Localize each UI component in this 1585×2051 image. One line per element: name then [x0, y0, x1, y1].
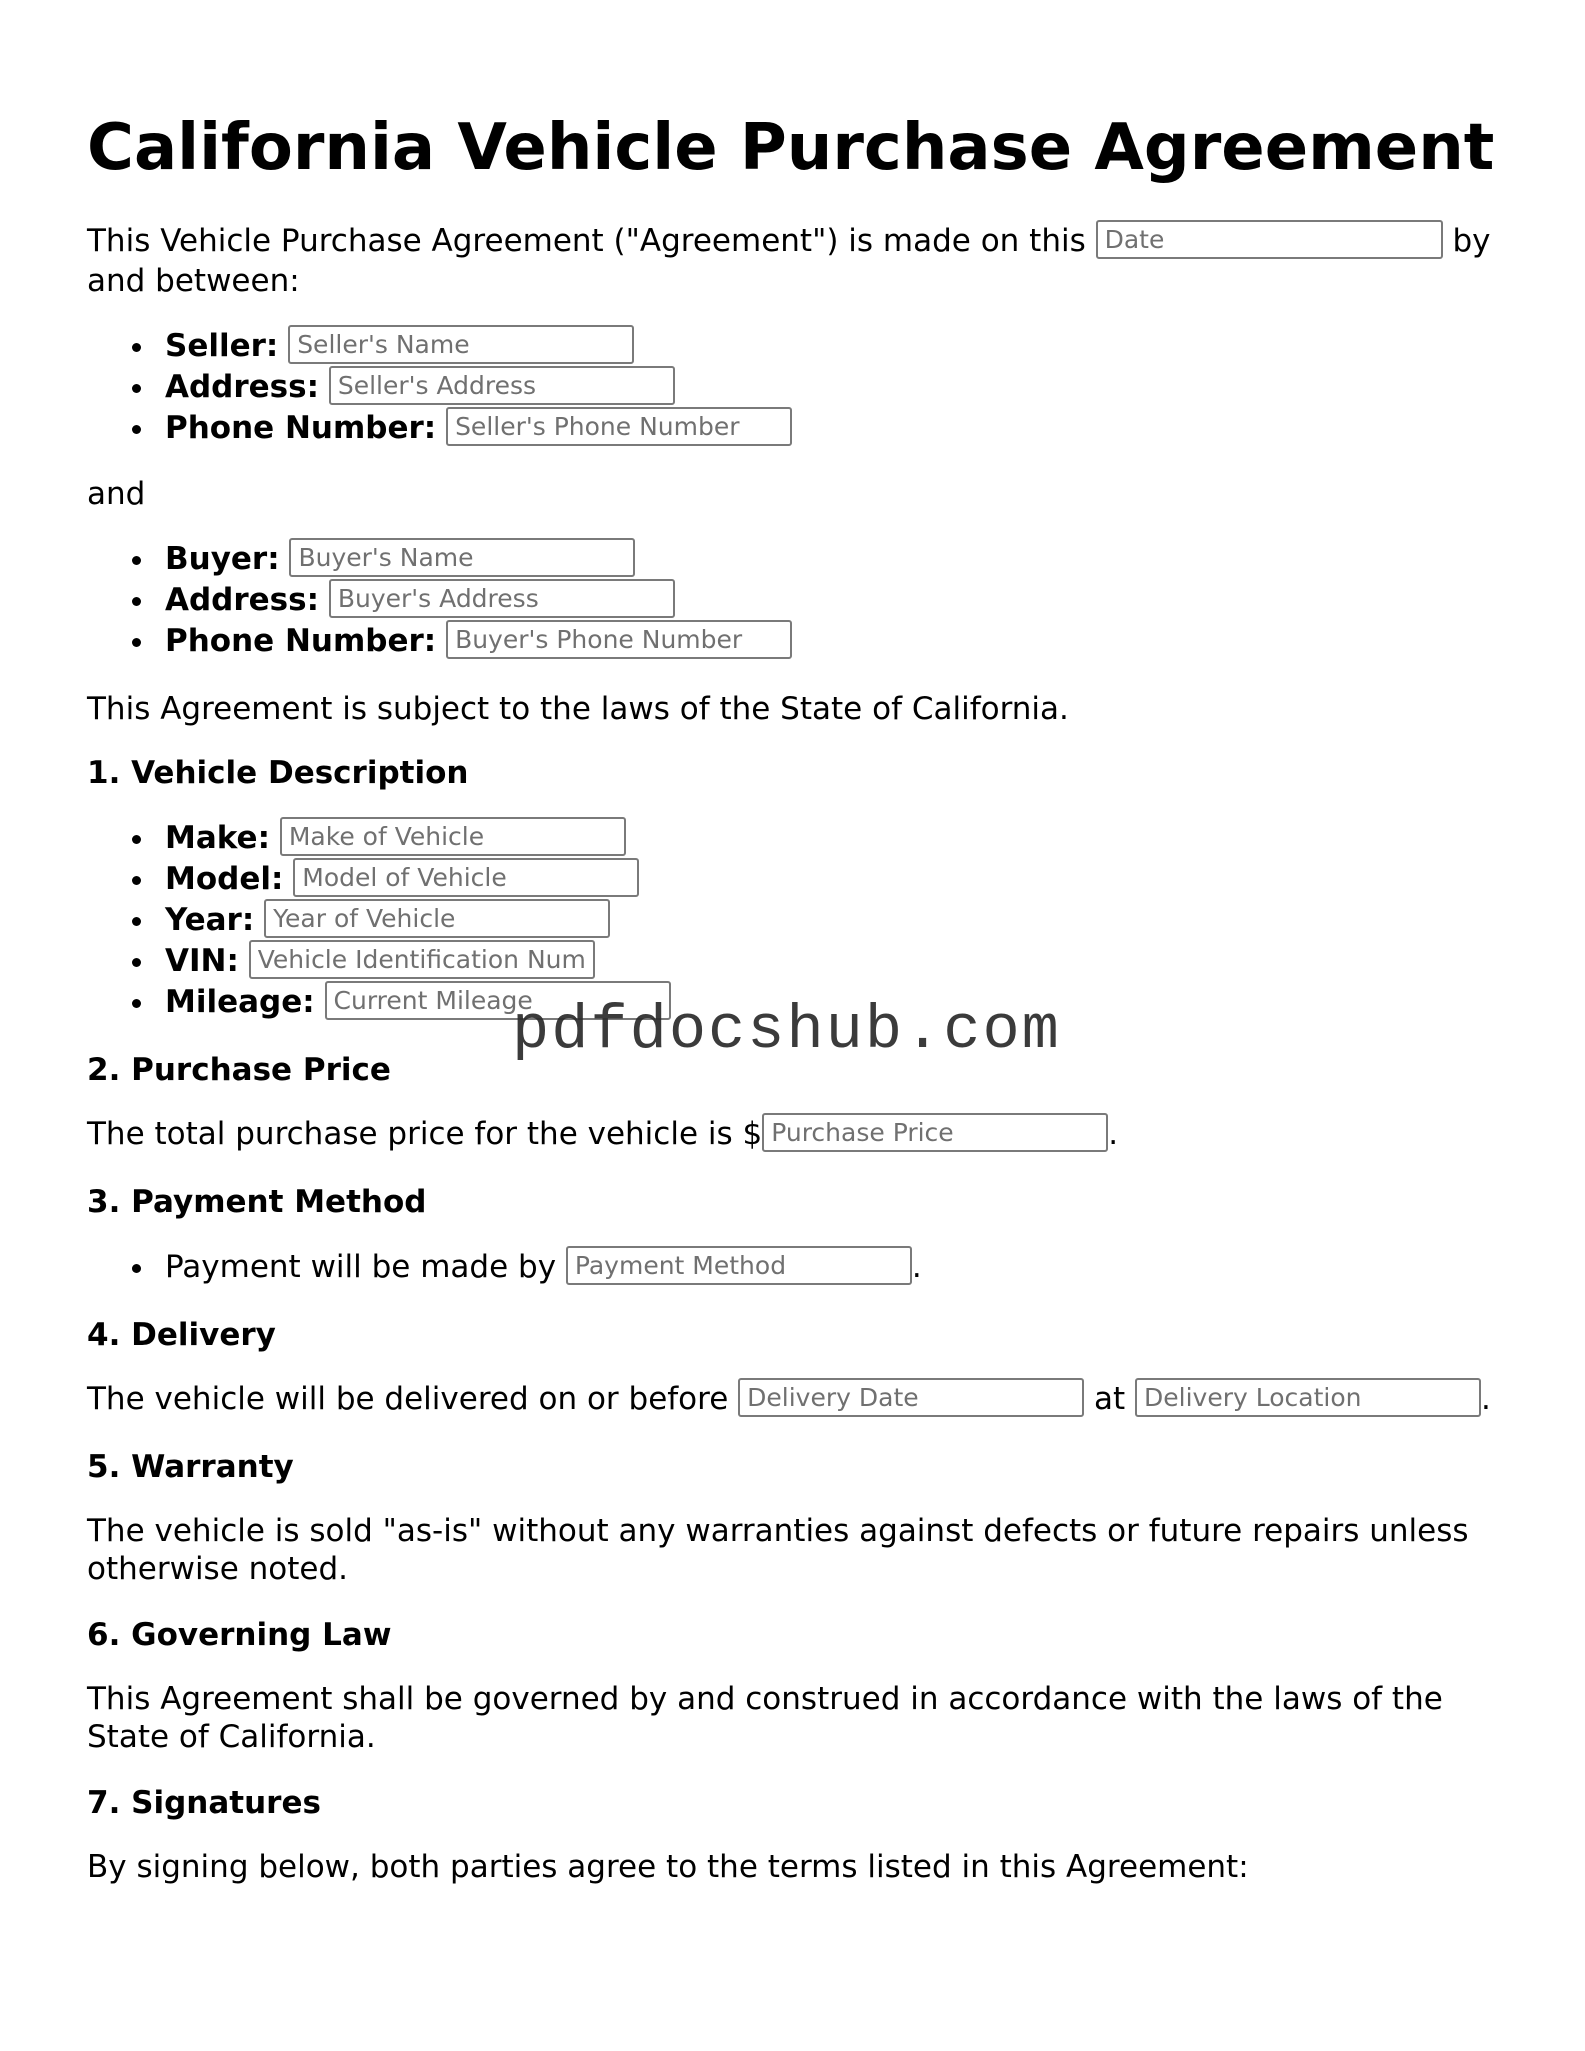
seller-phone-item: Phone Number: Seller's Phone Number — [165, 408, 1507, 449]
section-7-heading: 7. Signatures — [87, 1785, 321, 1821]
seller-address-item: Address: Seller's Address — [165, 367, 1507, 408]
agreement-date-field[interactable]: Date — [1096, 220, 1443, 259]
vehicle-mileage-item: Mileage: Current Mileage — [165, 982, 1507, 1023]
warranty-text: The vehicle is sold "as-is" without any warranties against defects or future repairs unless otherwise noted. — [87, 1513, 1469, 1587]
purchase-price-paragraph: The total purchase price for the vehicle is $ Purchase Price . — [87, 1115, 1507, 1155]
vehicle-year-item: Year: Year of Vehicle — [165, 900, 1507, 941]
section-4-heading: 4. Delivery — [87, 1317, 276, 1353]
payment-method-field[interactable]: Payment Method — [566, 1246, 912, 1285]
section-6-heading: 6. Governing Law — [87, 1617, 392, 1653]
vehicle-mileage-field[interactable]: Current Mileage — [325, 981, 671, 1020]
subject-to-law-text: This Agreement is subject to the laws of the State of California. — [87, 691, 1069, 727]
payment-method-item: Payment will be made by Payment Method . — [165, 1247, 1507, 1288]
seller-phone-field[interactable]: Seller's Phone Number — [446, 407, 792, 446]
buyer-address-field[interactable]: Buyer's Address — [329, 579, 675, 618]
intro-text-after: by and between: — [87, 223, 1491, 299]
seller-address-field[interactable]: Seller's Address — [329, 366, 675, 405]
buyer-name-field[interactable]: Buyer's Name — [289, 538, 635, 577]
section-5-heading: 5. Warranty — [87, 1449, 294, 1485]
seller-name-item: Seller: Seller's Name — [165, 326, 1507, 367]
seller-name-field[interactable]: Seller's Name — [288, 325, 634, 364]
buyer-name-item: Buyer: Buyer's Name — [165, 539, 1507, 580]
buyer-address-item: Address: Buyer's Address — [165, 580, 1507, 621]
buyer-phone-field[interactable]: Buyer's Phone Number — [446, 620, 792, 659]
vehicle-make-field[interactable]: Make of Vehicle — [280, 817, 626, 856]
vehicle-vin-field[interactable]: Vehicle Identification Num — [249, 940, 595, 979]
vehicle-year-field[interactable]: Year of Vehicle — [264, 899, 610, 938]
delivery-date-field[interactable]: Delivery Date — [738, 1378, 1084, 1417]
buyer-info-list — [87, 539, 1507, 662]
section-3-heading: 3. Payment Method — [87, 1184, 427, 1220]
buyer-phone-item: Phone Number: Buyer's Phone Number — [165, 621, 1507, 662]
document-title: California Vehicle Purchase Agreement — [87, 111, 1495, 185]
section-2-heading: 2. Purchase Price — [87, 1052, 391, 1088]
payment-method-list — [87, 1247, 1507, 1288]
vehicle-description-list — [87, 818, 1507, 1023]
intro-paragraph — [87, 222, 1507, 300]
delivery-paragraph: The vehicle will be delivered on or before Delivery Date at Delivery Location . — [87, 1380, 1507, 1420]
vehicle-make-item: Make: Make of Vehicle — [165, 818, 1507, 859]
vehicle-vin-item: VIN: Vehicle Identification Num — [165, 941, 1507, 982]
signatures-text: By signing below, both parties agree to the terms listed in this Agreement: — [87, 1849, 1249, 1885]
seller-info-list — [87, 326, 1507, 449]
and-text: and — [87, 476, 146, 512]
vehicle-model-field[interactable]: Model of Vehicle — [293, 858, 639, 897]
vehicle-model-item: Model: Model of Vehicle — [165, 859, 1507, 900]
section-1-heading: 1. Vehicle Description — [87, 755, 469, 791]
governing-law-text: This Agreement shall be governed by and construed in accordance with the laws of the State of California. — [87, 1681, 1443, 1755]
intro-text-before: This Vehicle Purchase Agreement ("Agreement") is made on this — [87, 223, 1086, 259]
document-page — [87, 0, 1507, 1886]
purchase-price-field[interactable]: Purchase Price — [762, 1113, 1108, 1152]
delivery-location-field[interactable]: Delivery Location — [1135, 1378, 1481, 1417]
watermark: pdfdocshub.com — [512, 995, 1061, 1066]
